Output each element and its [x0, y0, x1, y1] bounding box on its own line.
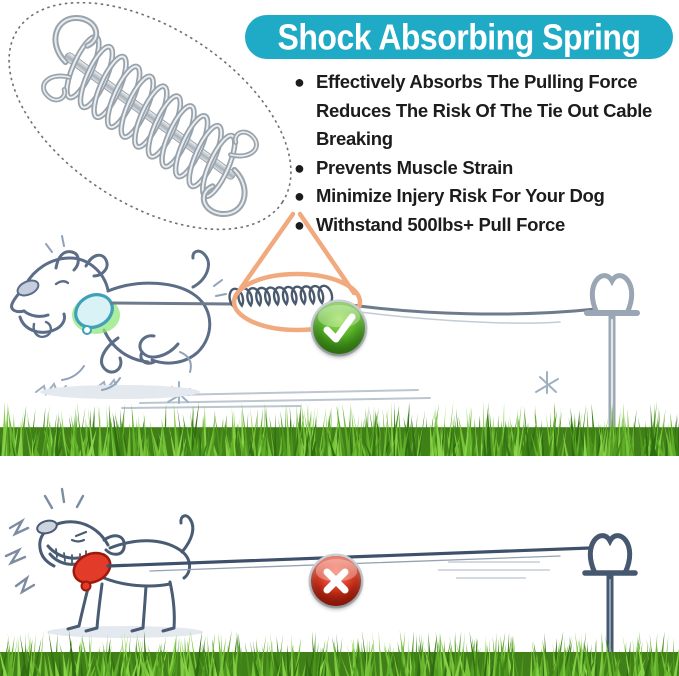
cross-icon: [311, 556, 361, 606]
bullet-icon: ●: [294, 157, 305, 178]
grass-strip: [0, 396, 679, 456]
dog-shadow: [40, 385, 200, 399]
collar-no-spring: [69, 547, 115, 590]
bullet-icon: ●: [294, 72, 305, 92]
cross-badge: [311, 556, 361, 606]
stress-marks: [6, 489, 83, 592]
coil-spring-photo: [22, 6, 278, 226]
feature-item: ● Withstand 500lbs+ Pull Force: [292, 211, 677, 240]
check-icon: [313, 302, 365, 354]
grass-strip: [0, 626, 679, 676]
ground-stake: [587, 276, 637, 440]
title-banner: [245, 15, 673, 59]
bullet-icon: ●: [294, 186, 305, 206]
feature-item: ● Effectively Absorbs The Pulling Force Reduces The Risk Of The Tie Out Cable Breaking: [292, 68, 677, 154]
bullet-icon: ●: [294, 214, 305, 235]
running-dog-sketch: [12, 236, 226, 390]
check-badge: [313, 302, 365, 354]
collar-with-spring: [70, 288, 120, 334]
feature-list: [292, 68, 677, 239]
page-title: Shock Absorbing Spring: [277, 16, 641, 57]
pulling-dog-sketch: [36, 516, 193, 631]
feature-item: ● Minimize Injery Risk For Your Dog: [292, 182, 677, 211]
faint-watermark-lines: [438, 562, 550, 578]
feature-item: ● Prevents Muscle Strain: [292, 154, 677, 183]
spring-end-hooks: [22, 6, 278, 226]
sketch-grass-marks: [36, 372, 558, 408]
ground-stake: [585, 536, 635, 676]
dog-shadow: [47, 626, 203, 638]
